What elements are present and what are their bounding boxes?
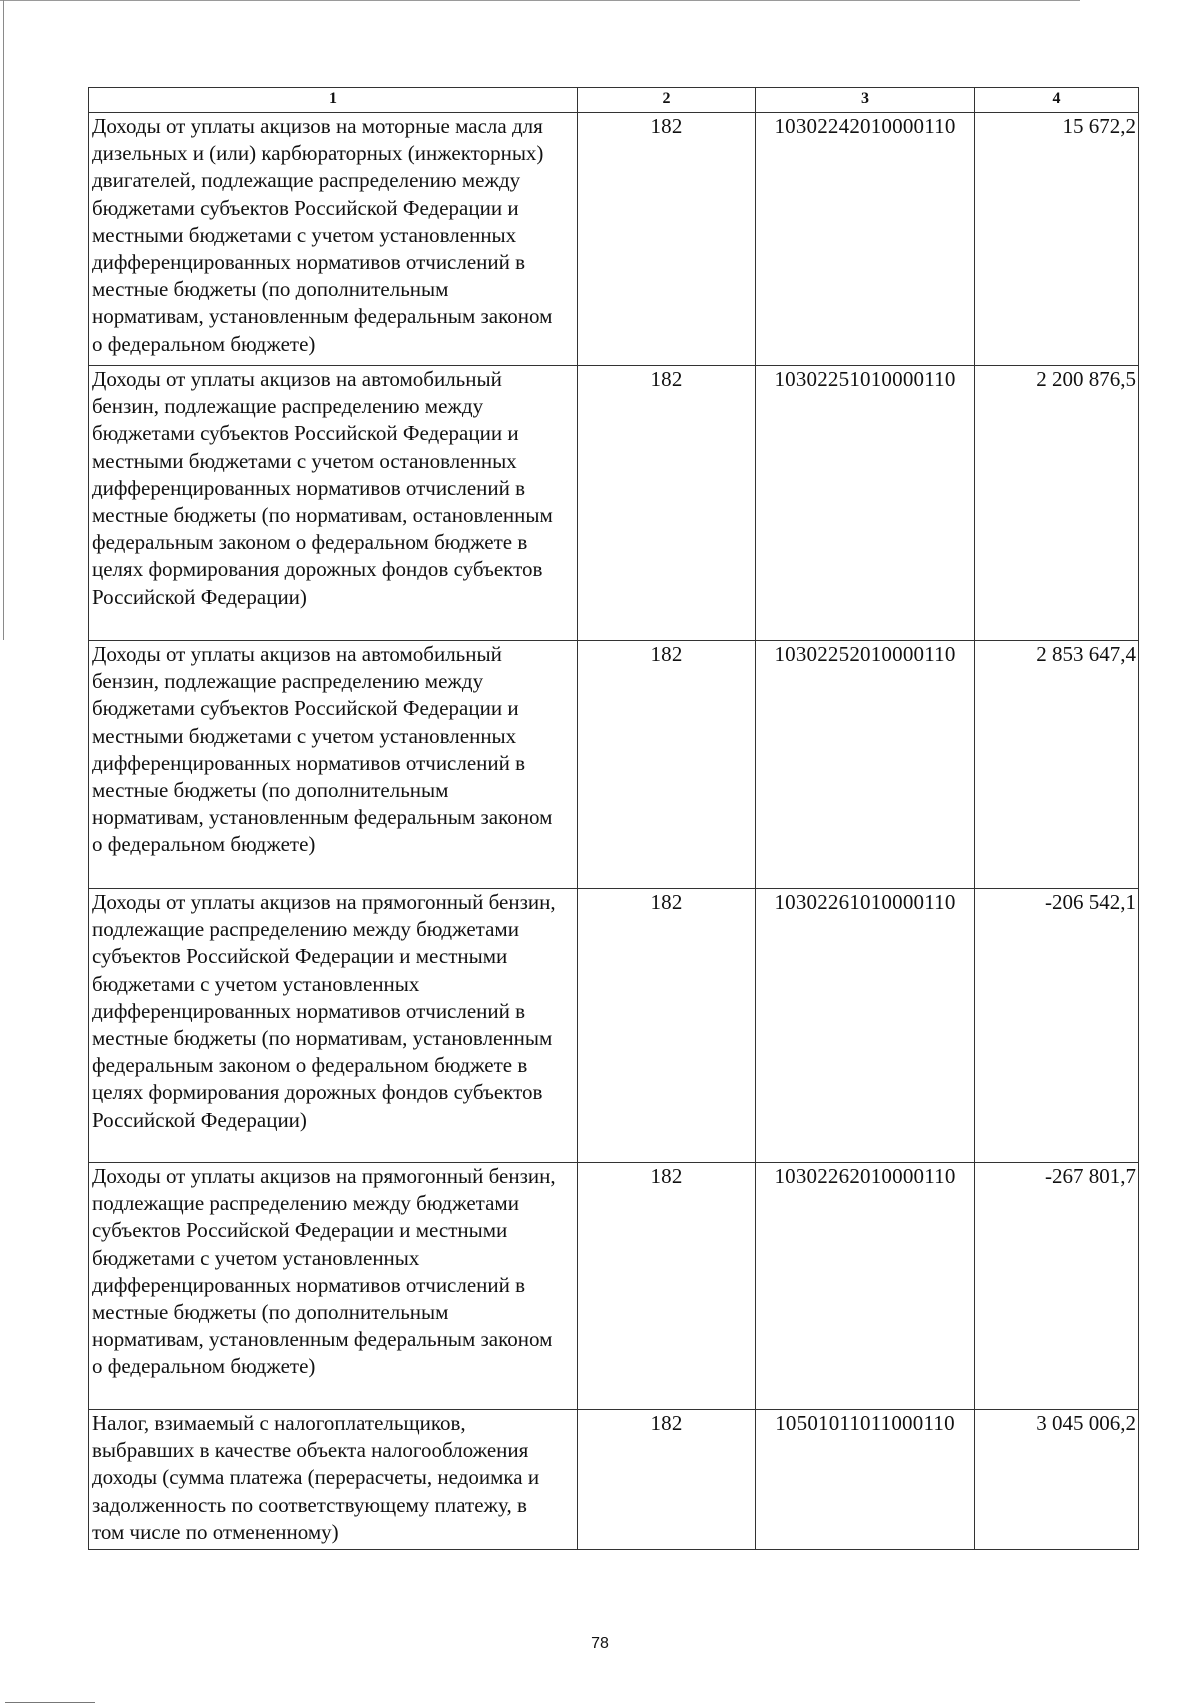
administrator-code: 182 xyxy=(578,889,756,1163)
column-header-3: 3 xyxy=(756,88,975,113)
budget-classification-code: 10302252010000110 xyxy=(756,641,975,889)
table-row xyxy=(89,366,1139,641)
table-row xyxy=(89,889,1139,1163)
administrator-code: 182 xyxy=(578,1163,756,1410)
revenue-amount: 15 672,2 xyxy=(975,113,1139,366)
table-row xyxy=(89,1410,1139,1550)
table-row xyxy=(89,1163,1139,1410)
table-header-row xyxy=(89,88,1139,113)
revenue-amount: 2 200 876,5 xyxy=(975,366,1139,641)
revenue-amount: -267 801,7 xyxy=(975,1163,1139,1410)
administrator-code: 182 xyxy=(578,366,756,641)
revenue-amount: -206 542,1 xyxy=(975,889,1139,1163)
budget-classification-code: 10302262010000110 xyxy=(756,1163,975,1410)
table-row xyxy=(89,113,1139,366)
revenue-description: Налог, взимаемый с налогоплательщиков, выбравших в качестве объекта налогообложения доходы (сумма платежа (перерасчеты, недоимка и задолженность по соответствующему платежу, в том числе по отмененному) xyxy=(89,1410,578,1550)
scan-border-left xyxy=(3,0,4,640)
budget-revenue-table xyxy=(88,87,1139,1550)
page-number: 78 xyxy=(591,1635,609,1652)
budget-classification-code: 10501011011000110 xyxy=(756,1410,975,1550)
revenue-description: Доходы от уплаты акцизов на прямогонный бензин, подлежащие распределению между бюджетами субъектов Российской Федерации и местными бюджетами с учетом установленных дифференцированных нормативов отчислений в местные бюджеты (по дополнительным нормативам, установленным федеральным законом о федеральном бюджете) xyxy=(89,1163,578,1410)
administrator-code: 182 xyxy=(578,641,756,889)
budget-classification-code: 10302242010000110 xyxy=(756,113,975,366)
budget-revenue-table-container xyxy=(88,87,1138,1550)
revenue-description: Доходы от уплаты акцизов на прямогонный бензин, подлежащие распределению между бюджетами субъектов Российской Федерации и местными бюджетами с учетом установленных дифференцированных нормативов отчислений в местные бюджеты (по нормативам, установленным федеральным законом о федеральном бюджете в целях формирования дорожных фондов субъектов Российской Федерации) xyxy=(89,889,578,1163)
scan-mark-bottom xyxy=(5,1702,95,1703)
administrator-code: 182 xyxy=(578,113,756,366)
budget-classification-code: 10302261010000110 xyxy=(756,889,975,1163)
revenue-description: Доходы от уплаты акцизов на автомобильный бензин, подлежащие распределению между бюджетами субъектов Российской Федерации и местными бюджетами с учетом остановленных дифференцированных нормативов отчислений в местные бюджеты (по нормативам, остановленным федеральным законом о федеральном бюджете в целях формирования дорожных фондов субъектов Российской Федерации) xyxy=(89,366,578,641)
scan-border-top xyxy=(0,0,1080,1)
column-header-1: 1 xyxy=(89,88,578,113)
budget-classification-code: 10302251010000110 xyxy=(756,366,975,641)
revenue-amount: 2 853 647,4 xyxy=(975,641,1139,889)
column-header-4: 4 xyxy=(975,88,1139,113)
revenue-description: Доходы от уплаты акцизов на моторные масла для дизельных и (или) карбюраторных (инжекторных) двигателей, подлежащие распределению между бюджетами субъектов Российской Федерации и местными бюджетами с учетом установленных дифференцированных нормативов отчислений в местные бюджеты (по дополнительным нормативам, установленным федеральным законом о федеральном бюджете) xyxy=(89,113,578,366)
column-header-2: 2 xyxy=(578,88,756,113)
table-row xyxy=(89,641,1139,889)
administrator-code: 182 xyxy=(578,1410,756,1550)
revenue-description: Доходы от уплаты акцизов на автомобильный бензин, подлежащие распределению между бюджетами субъектов Российской Федерации и местными бюджетами с учетом установленных дифференцированных нормативов отчислений в местные бюджеты (по дополнительным нормативам, установленным федеральным законом о федеральном бюджете) xyxy=(89,641,578,889)
revenue-amount: 3 045 006,2 xyxy=(975,1410,1139,1550)
